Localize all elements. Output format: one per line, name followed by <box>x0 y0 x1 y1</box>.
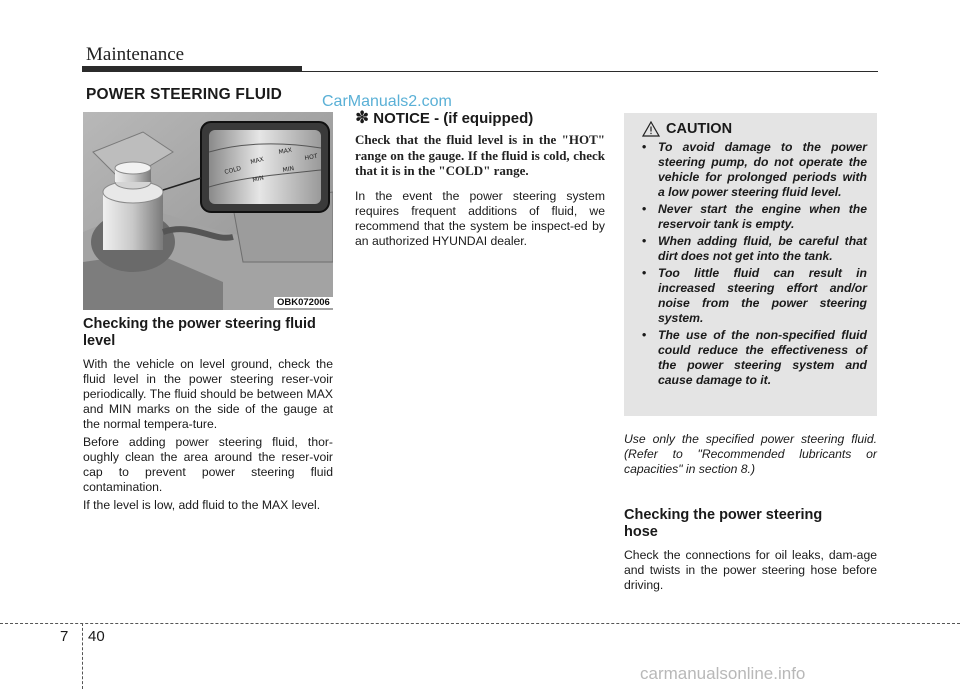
header-title: Maintenance <box>86 44 185 65</box>
caution-item: • The use of the non-specified fluid could reduce the effectiveness of the power steering system and cause damage to it. <box>642 328 867 387</box>
reservoir-photo <box>83 112 333 310</box>
fluid-level-paragraph-1: With the vehicle on level ground, check the fluid level in the power steering reser-voir periodically. The fluid should be between MAX and MIN marks on the side of the gauge at the normal tempera-ture. <box>83 357 333 431</box>
gauge-label-min-hot: MIN <box>282 165 295 174</box>
header-rule-thin <box>300 71 878 72</box>
notice-hot-cold-text: Check that the fluid level is in the "HOT" range on the gauge. If the fluid is cold, check that it is in the "COLD" range. <box>355 132 605 178</box>
notice-body: In the event the power steering system requires frequent additions of fluid, we recommend that the system be inspect-ed by an authorized HYUNDAI dealer. <box>355 188 605 248</box>
hose-heading: Checking the power steering hose <box>624 507 823 540</box>
warning-triangle-icon <box>642 121 660 137</box>
fluid-level-paragraph-2: Before adding power steering fluid, thor-oughly clean the area around the reser-voir cap to prevent power steering fluid contamination. <box>83 435 333 494</box>
caution-item: • To avoid damage to the power steering pump, do not operate the vehicle for prolonged periods with a low power steering fluid level. <box>642 140 867 199</box>
footer-divider <box>0 623 960 624</box>
fluid-level-paragraph-3: If the level is low, add fluid to the MAX level. <box>83 498 321 512</box>
footer-watermark: carmanualsonline.info <box>640 664 806 683</box>
section-title: POWER STEERING FLUID <box>86 86 283 103</box>
right-column <box>624 432 877 596</box>
chapter-number: 7 <box>60 628 69 645</box>
gauge-label-max-hot: MAX <box>278 146 293 156</box>
gauge-label-max-cold: MAX <box>249 155 265 166</box>
caution-header <box>642 121 867 137</box>
gauge-label-hot: HOT <box>304 152 319 162</box>
caution-box <box>624 113 877 416</box>
gauge-label-cold: COLD <box>223 165 242 176</box>
caution-title: CAUTION <box>666 121 733 137</box>
photo-code: OBK072006 <box>274 297 333 308</box>
watermark-top: CarManuals2.com <box>322 93 452 110</box>
footer-vertical-divider <box>82 623 83 689</box>
header-rule-thick <box>82 66 302 72</box>
fluid-level-heading: Checking the power steering fluid level <box>83 316 316 349</box>
page-number: 40 <box>88 628 105 645</box>
gauge-label-min-cold: MIN <box>251 174 265 184</box>
notice-section <box>355 108 605 252</box>
caution-item: • When adding fluid, be careful that dirt does not get into the tank. <box>642 234 867 263</box>
asterisk-icon: ✽ <box>355 108 370 127</box>
caution-item: • Never start the engine when the reservoir tank is empty. <box>642 202 867 231</box>
caution-list <box>634 140 867 388</box>
notice-title-row <box>355 108 605 128</box>
hose-text: Check the connections for oil leaks, dam-age and twists in the power steering hose before driving. <box>624 548 877 592</box>
caution-item: • Too little fluid can result in increased steering effort and/or noise from the power steering system. <box>642 266 867 325</box>
left-column <box>83 316 333 516</box>
notice-title: NOTICE - (if equipped) <box>373 109 534 127</box>
specified-fluid-note: Use only the specified power steering fluid. (Refer to "Recommended lubricants or capacities" in section 8.) <box>624 432 877 476</box>
reservoir-illustration <box>83 112 333 310</box>
